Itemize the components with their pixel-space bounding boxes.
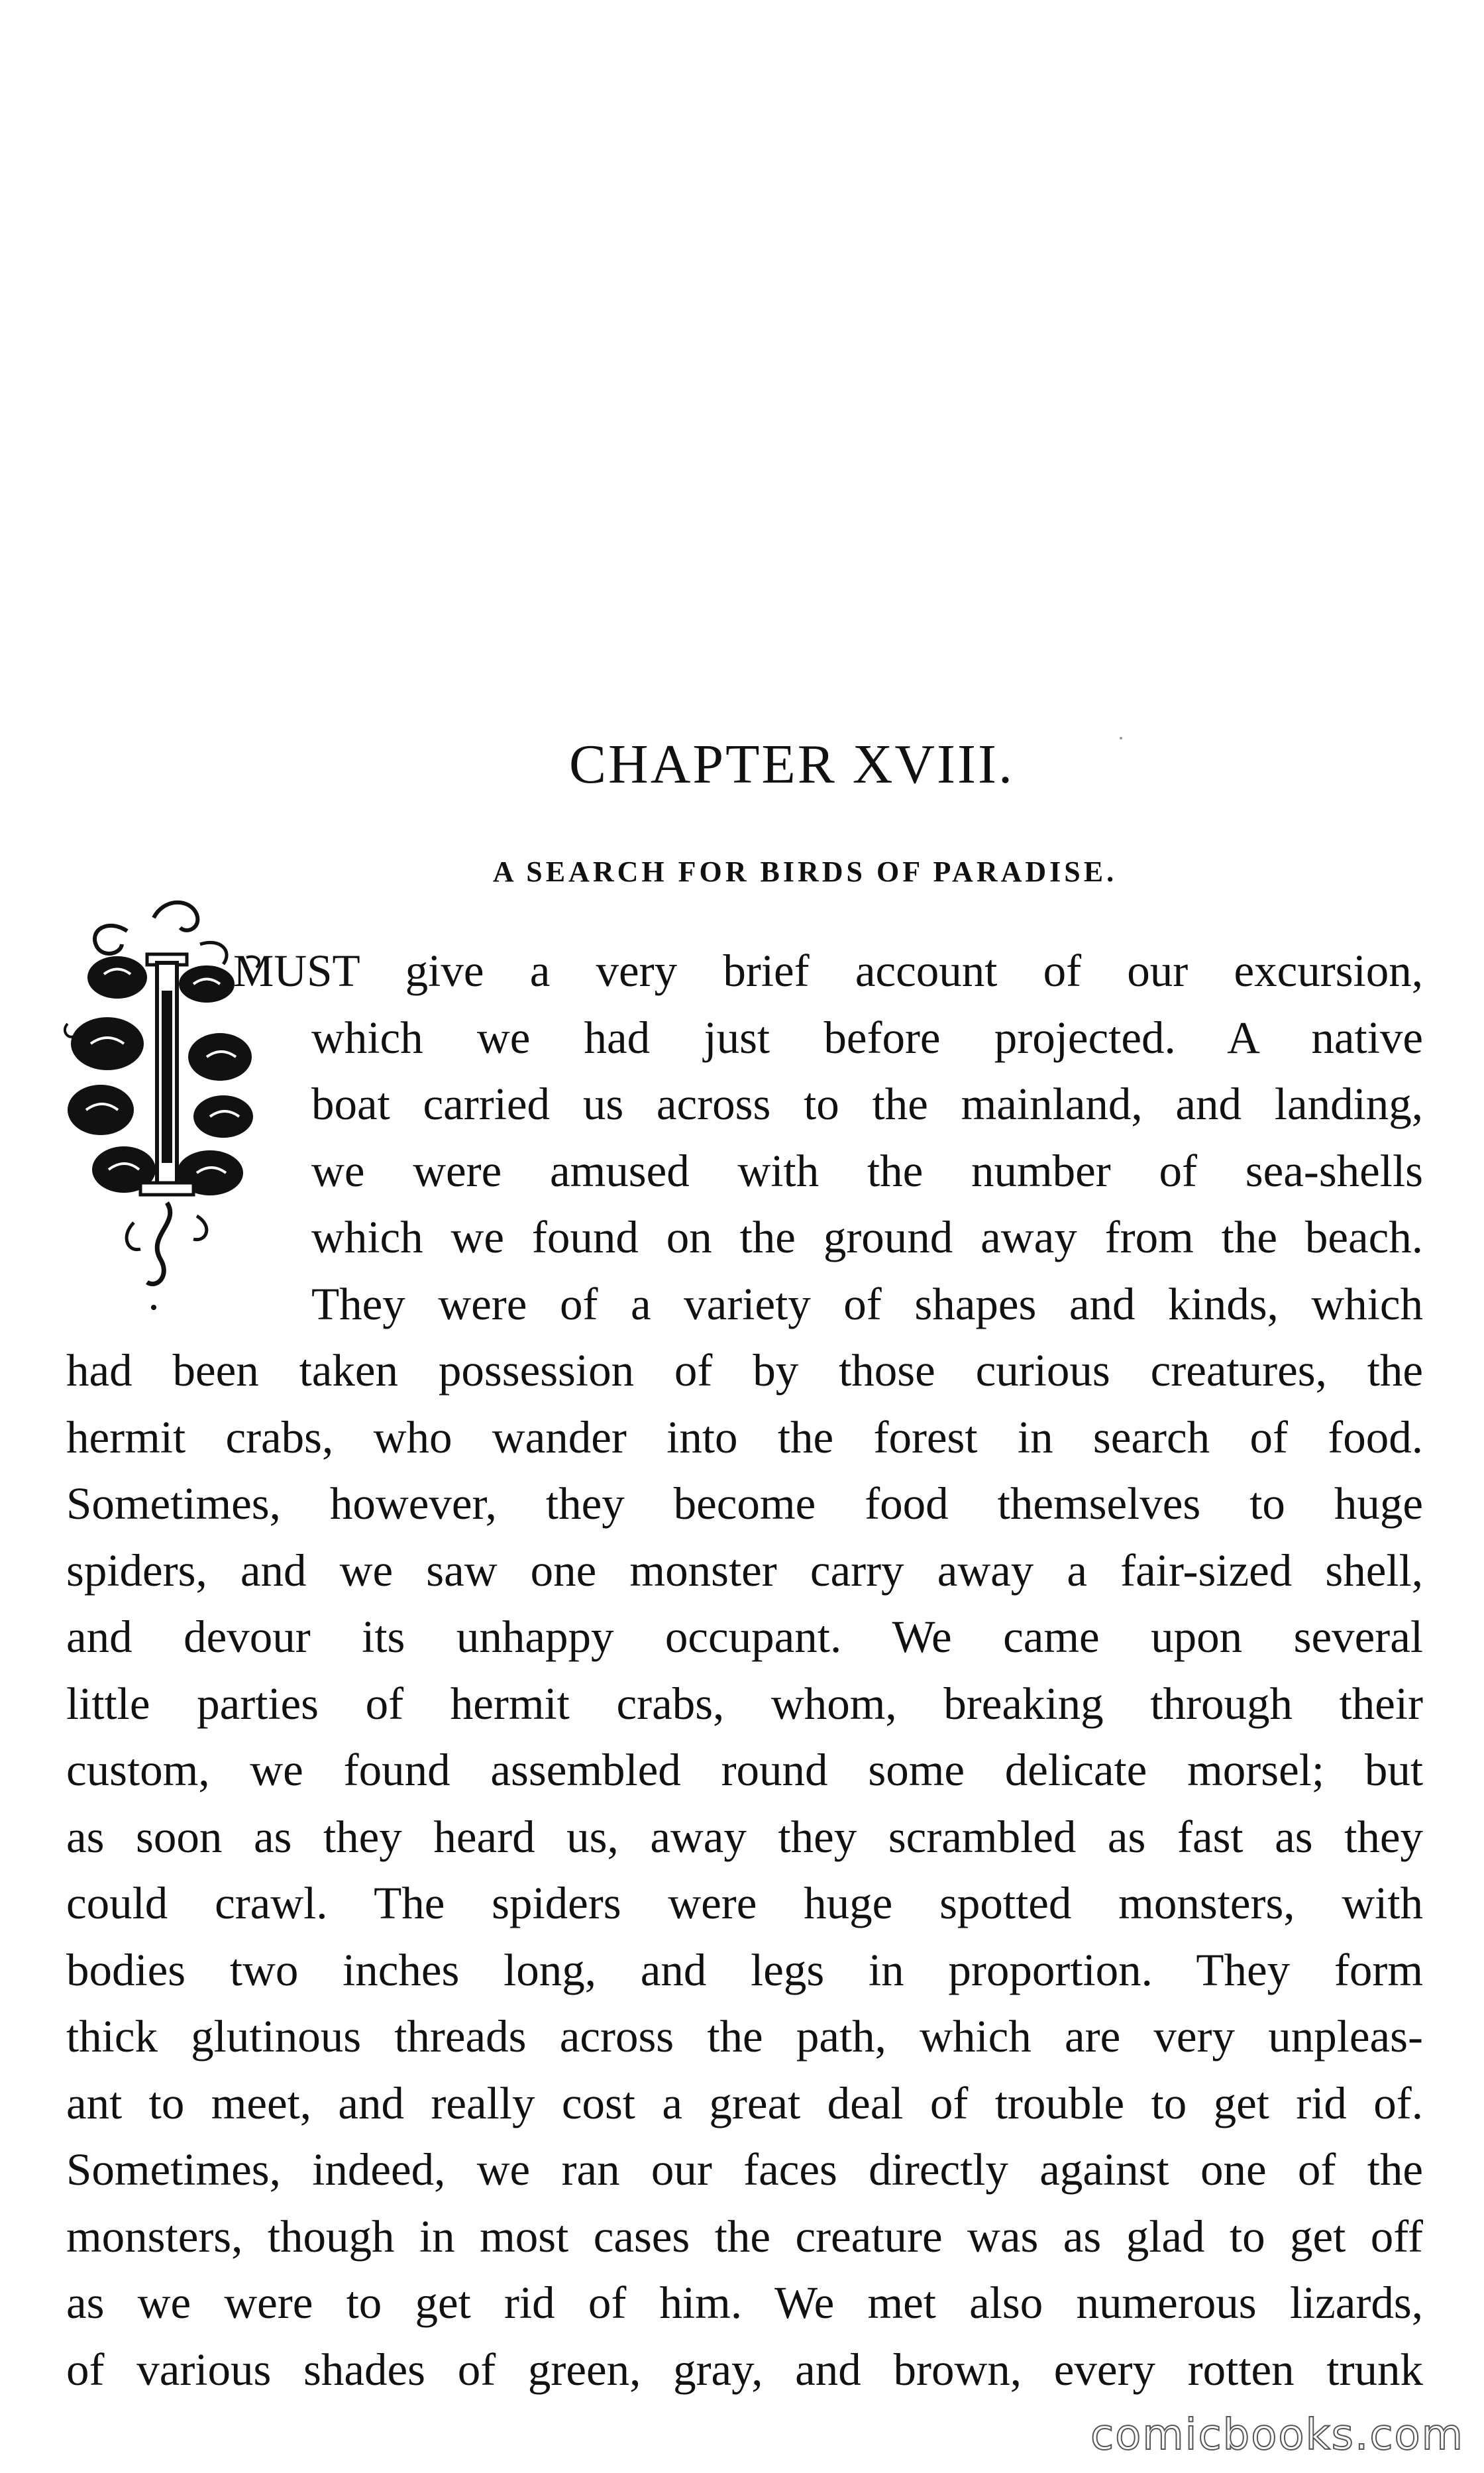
text-line-content: boat carried us across to the mainland, and landing, <box>311 1079 1423 1129</box>
text-line-content: ant to meet, and really cost a great deal of trouble to get rid of. <box>66 2077 1423 2128</box>
chapter-subtitle: A SEARCH FOR BIRDS OF PARADISE. <box>492 855 1118 888</box>
text-line-content: Sometimes, however, they become food themselves to huge <box>66 1478 1423 1529</box>
text-line <box>66 2136 1423 2203</box>
text-line-content: we were amused with the number of sea-shells <box>311 1145 1423 1196</box>
text-line-content: hermit crabs, who wander into the forest in search of food. <box>66 1411 1423 1462</box>
text-line <box>311 1005 1423 1071</box>
text-line-content: bodies two inches long, and legs in proportion. They form <box>66 1944 1423 1995</box>
text-line <box>66 2070 1423 2136</box>
text-line-content: thick glutinous threads across the path, which are very unpleas- <box>66 2011 1423 2061</box>
text-line-content: custom, we found assembled round some delicate morsel; but <box>66 1745 1423 1795</box>
text-line <box>66 2203 1423 2270</box>
text-line <box>311 1138 1423 1204</box>
text-line <box>66 1337 1423 1403</box>
watermark: comicbooks.com <box>1090 2411 1464 2460</box>
text-line-content: little parties of hermit crabs, whom, breaking through their <box>66 1678 1423 1729</box>
text-line <box>311 1271 1423 1337</box>
text-line-content: Sometimes, indeed, we ran our faces directly against one of the <box>66 2144 1423 2195</box>
chapter-title: CHAPTER XVIII. <box>569 734 1014 795</box>
text-line <box>66 2336 1423 2403</box>
text-line-content: as we were to get rid of him. We met also numerous lizards, <box>66 2278 1423 2328</box>
text-line <box>66 1737 1423 1803</box>
text-line <box>66 1537 1423 1604</box>
text-line-content: They were of a variety of shapes and kinds, which <box>311 1278 1423 1329</box>
text-line-content: spiders, and we saw one monster carry away a fair-sized shell, <box>66 1545 1423 1596</box>
text-line <box>66 1870 1423 1936</box>
text-line-content: and devour its unhappy occupant. We came upon several <box>66 1612 1423 1662</box>
text-line-content: could crawl. The spiders were huge spotted monsters, with <box>66 1878 1423 1928</box>
text-line <box>66 1804 1423 1870</box>
text-line-content: MUST give a very brief account of our excursion, <box>233 946 1423 996</box>
text-line <box>66 1470 1423 1537</box>
text-line-content: monsters, though in most cases the creature was as glad to get off <box>66 2211 1423 2262</box>
text-line <box>66 1671 1423 1737</box>
text-line <box>66 2003 1423 2069</box>
text-line-content: as soon as they heard us, away they scrambled as fast as they <box>66 1811 1423 1862</box>
text-line <box>66 2270 1423 2336</box>
text-line <box>66 1604 1423 1670</box>
text-line-content: which we found on the ground away from the beach. <box>311 1212 1423 1262</box>
text-line <box>66 1404 1423 1470</box>
text-line <box>233 938 1423 1004</box>
text-line-content: had been taken possession of by those curious creatures, the <box>66 1345 1423 1396</box>
text-line <box>311 1071 1423 1137</box>
text-line <box>311 1204 1423 1270</box>
text-line-content: which we had just before projected. A native <box>311 1012 1423 1063</box>
text-line-content: of various shades of green, gray, and brown, every rotten trunk <box>66 2344 1423 2395</box>
text-line <box>66 1937 1423 2003</box>
